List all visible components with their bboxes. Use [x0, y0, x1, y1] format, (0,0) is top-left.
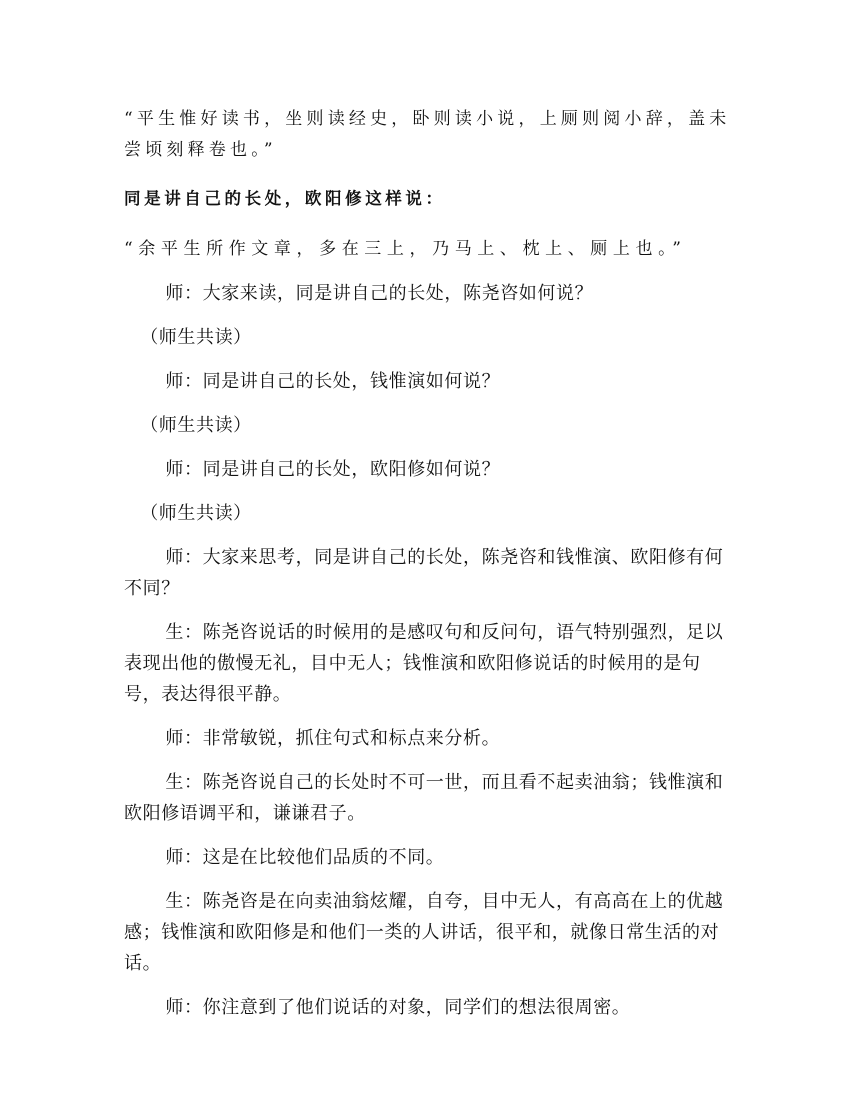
paragraph-teacher-7: 师：你注意到了他们说话的对象，同学们的想法很周密。: [165, 997, 631, 1018]
paragraph-teacher-4: 师：大家来思考，同是讲自己的长处，陈尧咨和钱惟演、欧阳修有何不同？: [124, 547, 724, 599]
paragraph-aside-1: （师生共读）: [140, 327, 252, 348]
paragraph-teacher-5: 师：非常敏锐，抓住句式和标点来分析。: [165, 728, 501, 749]
paragraph-student-3: 生：陈尧咨是在向卖油翁炫耀，自夸，目中无人，有高高在上的优越感；钱惟演和欧阳修是和他们一类的人讲话，很平和，就像日常生活的对话。: [124, 891, 724, 974]
paragraph-aside-3: （师生共读）: [140, 503, 252, 524]
quote-ouyang-xiu: “余平生所作文章，多在三上，乃马上、枕上、厕上也。”: [124, 239, 687, 259]
document-body: [124, 104, 736, 1036]
quote-qian-weiyan: “平生惟好读书，坐则读经史，卧则读小说，上厕则阅小辞，盖未尝顷刻释卷也。”: [124, 109, 731, 160]
paragraph-teacher-6: 师：这是在比较他们品质的不同。: [165, 847, 445, 868]
paragraph-teacher-1: 师：大家来读，同是讲自己的长处，陈尧咨如何说？: [165, 283, 594, 304]
paragraph-student-2: 生：陈尧咨说自己的长处时不可一世，而且看不起卖油翁；钱惟演和欧阳修语调平和，谦谦君子。: [124, 772, 724, 824]
paragraph-aside-2: （师生共读）: [140, 415, 252, 436]
paragraph-student-1: 生：陈尧咨说话的时候用的是感叹句和反问句，语气特别强烈，足以表现出他的傲慢无礼，目中无人；钱惟演和欧阳修说话的时候用的是句号，表达得很平静。: [124, 622, 724, 705]
paragraph-teacher-2: 师：同是讲自己的长处，钱惟演如何说？: [165, 371, 501, 392]
section-heading: 同是讲自己的长处，欧阳修这样说：: [124, 189, 446, 208]
paragraph-teacher-3: 师：同是讲自己的长处，欧阳修如何说？: [165, 459, 501, 480]
